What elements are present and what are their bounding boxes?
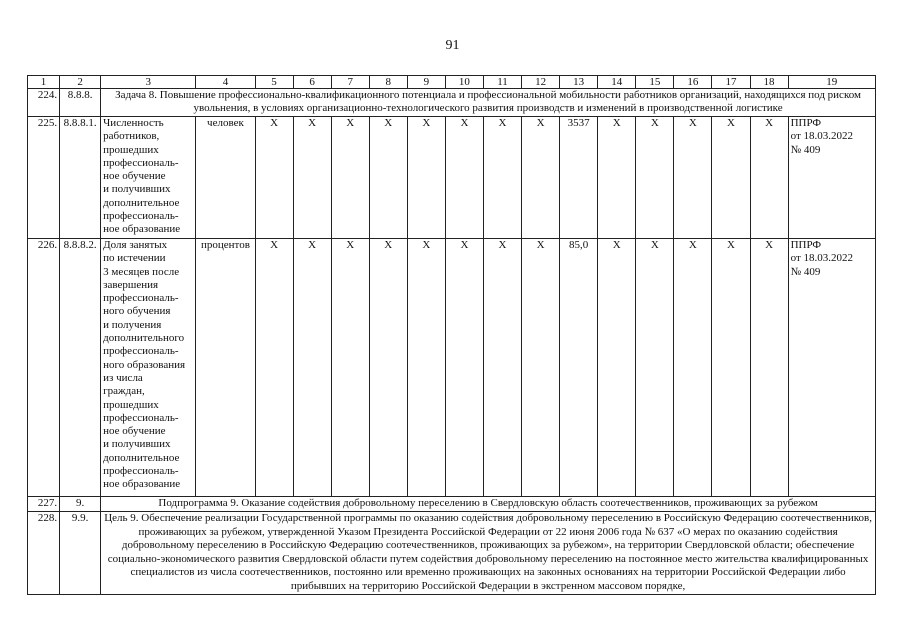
value-cell: X [483,239,521,497]
column-header: 7 [331,76,369,89]
value-cell: 85,0 [560,239,598,497]
column-number-header [28,76,876,89]
column-header: 10 [445,76,483,89]
value-cell: X [369,117,407,239]
indicator-name: Доля занятых по истечении 3 месяцев после завершения профессиональ- ного обучения и получения дополнительного профессиональ- ного образования из числа граждан, прошедших профессиональ- ное обучение и получивших дополнительное профессиональ- ное образование [101,239,196,497]
value-cell: X [445,239,483,497]
column-header: 12 [522,76,560,89]
column-header: 18 [750,76,788,89]
value-cell: X [293,239,331,497]
value-cell: X [636,239,674,497]
value-cell: X [522,239,560,497]
legal-source: ППРФ от 18.03.2022 № 409 [788,117,875,239]
value-cell: X [712,117,750,239]
column-header: 3 [101,76,196,89]
row-code: 9. [60,497,101,512]
row-number: 227. [28,497,60,512]
row-number: 224. [28,89,60,117]
column-header: 2 [60,76,101,89]
row-code: 8.8.8.1. [60,117,101,239]
value-cell: X [750,117,788,239]
row-number: 225. [28,117,60,239]
column-header: 6 [293,76,331,89]
value-cell: X [750,239,788,497]
value-cell: X [636,117,674,239]
value-cell: X [483,117,521,239]
page-number: 91 [445,38,460,53]
table-row [28,497,876,512]
value-cell: X [522,117,560,239]
row-number: 228. [28,512,60,595]
row-number: 226. [28,239,60,497]
goal-heading: Цель 9. Обеспечение реализации Государственной программы по оказанию содействия добровольному переселению в Российскую Федерацию соотечественников, проживающих за рубежом, утвержденной Указом Президента Российской Федерации от 22 июня 2006 года № 637 «О мерах по оказанию содействия добровольному переселению в Российскую Федерацию соотечественников, проживающих за рубежом», на территории Свердловской области; обеспечение социально-экономического развития Свердловской области путем содействия добровольному переселению на постоянное место жительства квалифицированных специалистов из числа соотечественников, постоянно или временно проживающих на законных основаниях на территории Российской Федерации либо прибывших на территорию Российской Федерации в экстренном массовом порядке, [101,512,876,595]
row-code: 9.9. [60,512,101,595]
value-cell: X [674,239,712,497]
value-cell: X [331,239,369,497]
column-header: 4 [196,76,255,89]
column-header: 11 [483,76,521,89]
indicator-unit: человек [196,117,255,239]
column-header: 13 [560,76,598,89]
column-header: 17 [712,76,750,89]
value-cell: X [369,239,407,497]
indicators-table [27,75,876,595]
column-header: 8 [369,76,407,89]
row-code: 8.8.8. [60,89,101,117]
column-header: 1 [28,76,60,89]
value-cell: X [674,117,712,239]
subprogram-heading: Подпрограмма 9. Оказание содействия добровольному переселению в Свердловскую область соотечественников, проживающих за рубежом [101,497,876,512]
value-cell: X [407,117,445,239]
value-cell: X [331,117,369,239]
column-header: 9 [407,76,445,89]
value-cell: X [598,117,636,239]
value-cell: 3537 [560,117,598,239]
value-cell: X [598,239,636,497]
table-row [28,89,876,117]
value-cell: X [712,239,750,497]
column-header: 19 [788,76,875,89]
table-row [28,239,876,497]
table-row [28,512,876,595]
indicator-unit: процентов [196,239,255,497]
table-row [28,117,876,239]
row-code: 8.8.8.2. [60,239,101,497]
value-cell: X [255,239,293,497]
column-header: 15 [636,76,674,89]
indicator-name: Численность работников, прошедших профессиональ- ное обучение и получивших дополнительное профессиональ- ное образование [101,117,196,239]
value-cell: X [445,117,483,239]
task-heading: Задача 8. Повышение профессионально-квалификационного потенциала и профессиональной мобильности работников организаций, находящихся под риском увольнения, в условиях организационно-технологического развития производств и изменений в производственной логистике [101,89,876,117]
column-header: 14 [598,76,636,89]
column-header: 16 [674,76,712,89]
value-cell: X [407,239,445,497]
value-cell: X [293,117,331,239]
value-cell: X [255,117,293,239]
column-header: 5 [255,76,293,89]
legal-source: ППРФ от 18.03.2022 № 409 [788,239,875,497]
